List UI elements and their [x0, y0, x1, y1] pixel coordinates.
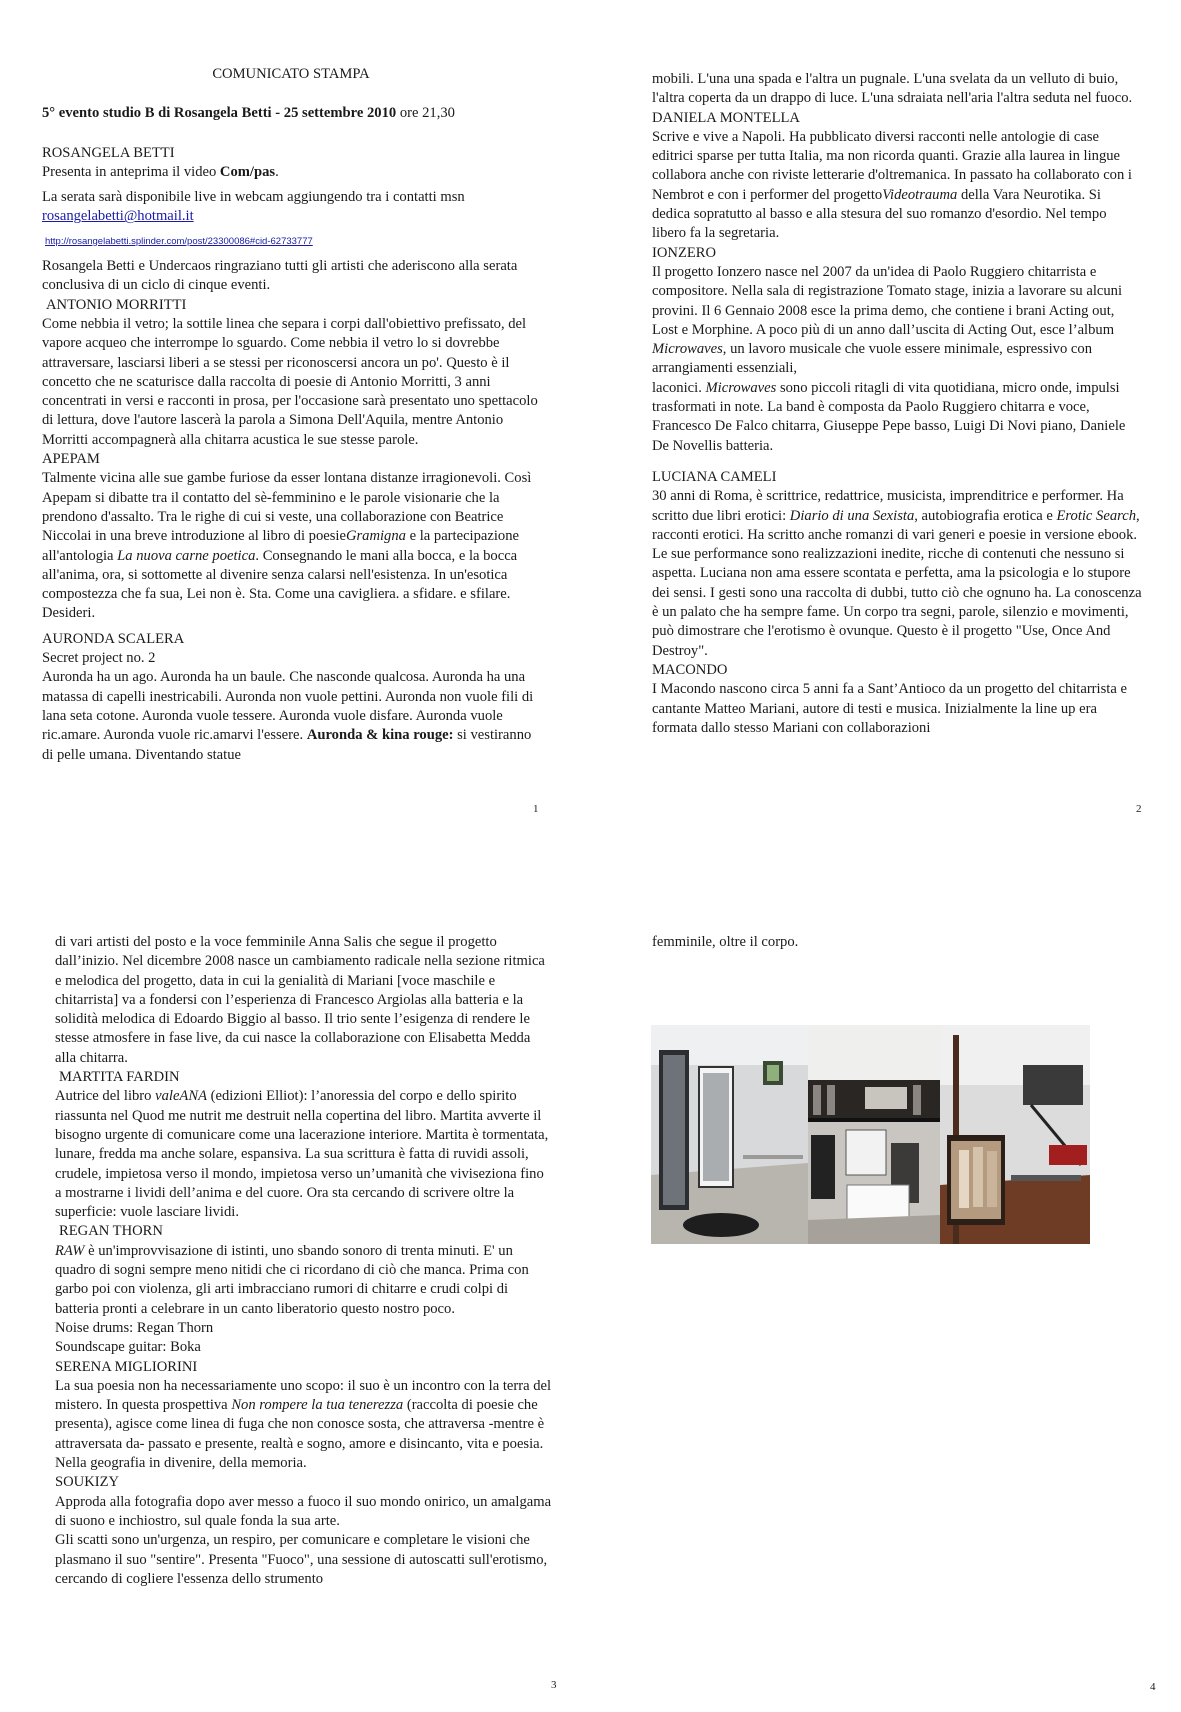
- ionzero-heading: IONZERO: [652, 244, 717, 261]
- macondo-heading: MACONDO: [652, 661, 728, 678]
- thorn-heading: REGAN THORN: [59, 1223, 163, 1240]
- thorn-text: RAW è un'improvvisazione di istinti, uno sbando sonoro di trenta minuti. E' un quadro di sogni sempre meno nitidi che ci ricordano di ciò che manca. Prima con garbo poi con violenza, gli arti imbracciano rumori di chitarre e crudi colpi di batteria pronti a celebrare in un canto liberatorio questo nostro poco.: [55, 1242, 529, 1317]
- morritti-heading: ANTONIO MORRITTI: [46, 296, 187, 313]
- apepam-text: Talmente vicina alle sue gambe furiose da esser lontana distanze irragionevoli. Così Apepam si dibatte tra il contatto del sè-femminino e le parole visionarie che la prendono d'assalto. Tra le righe di cui si veste, una collaborazione con Beatrice Niccolai in una breve introduzione al libro di poesieGramigna e la partecipazione all'antologia La nuova carne poetica. Consegnando le mani alla bocca, e la bocca all'anima, ora, si sottomette al divenire senza calarsi nell'esistenza. In un'esotica compostezza che fa sua, Lei non è. Sta. Come una cavigliera. a sfidare. e sfilare. Desideri.: [42, 470, 532, 622]
- photo-panel-right: [940, 1025, 1090, 1244]
- photo-panel-left: [651, 1025, 808, 1244]
- auronda-heading: AURONDA SCALERA: [42, 630, 185, 647]
- ionzero-text: Il progetto Ionzero nasce nel 2007 da un'idea di Paolo Ruggiero chitarrista e compositore. Nella sala di registrazione Tomato stage, inizia a lavorare su alcuni provini. Il 6 Gennaio 2008 esce la prima demo, che contiene i brani Acting out, Lost e Morphine. A poco più di un anno dall’uscita di Acting Out, esce l’album Microwaves, un lavoro musicale che vuole essere minimale, espressivo con arrangiamenti essenziali,: [652, 263, 1122, 377]
- page-1-column: [42, 65, 540, 765]
- page-number-2: 2: [1136, 803, 1142, 815]
- soukizy-continuation: femminile, oltre il corpo.: [652, 934, 799, 950]
- thorn-credit-drums: Noise drums: Regan Thorn: [55, 1319, 214, 1336]
- cameli-text: 30 anni di Roma, è scrittrice, redattrice, musicista, imprenditrice e performer. Ha scritto due libri erotici: Diario di una Sexista, autobiografia erotica e Erotic Search, racconti erotici. Ha scritto anche romanzi di vari generi e poesie in versione ebook. Le sue performance sono realizzazioni inedite, ricche di contenuti che nessuno si aspetta. Luciana non ama essere scontata e perfetta, ama la psicologia e lo stupore dei sensi. I gesti sono una raccolta di dubbi, tutto ciò che ognuno ha. La conoscenza è un palato che ha sempre fame. Un corpo tra segni, parole, silenzio e movimenti, può dimostrare che l'erotismo è ovunque. Questo è il progetto "Use, Once And Destroy".: [652, 488, 1142, 659]
- event-line: 5° evento studio B di Rosangela Betti - 25 settembre 2010 ore 21,30: [42, 105, 455, 122]
- macondo-text: I Macondo nascono circa 5 anni fa a Sant’Antioco da un progetto del chitarrista e cantante Matteo Mariani, autore di testi e musica. Inizialmente la line up era formata dallo stesso Mariani con collaborazioni: [652, 681, 1127, 736]
- thorn-credit-guitar: Soundscape guitar: Boka: [55, 1339, 201, 1356]
- page-4-column: [652, 933, 1142, 952]
- ionzero-text-2: laconici. Microwaves sono piccoli ritagli di vita quotidiana, micro onde, impulsi trasformati in note. La band è composta da Paolo Ruggiero chitarra e voce, Francesco De Falco chitarra, Giuseppe Pepe basso, Luigi Di Novi piano, Daniele De Novellis batteria.: [652, 379, 1126, 454]
- soukizy-heading: SOUKIZY: [55, 1474, 120, 1491]
- betti-heading: ROSANGELA BETTI: [42, 144, 175, 161]
- email-link[interactable]: rosangelabetti@hotmail.it: [42, 208, 194, 225]
- photo-panel-middle: [808, 1025, 940, 1244]
- morritti-text: Come nebbia il vetro; la sottile linea che separa i corpi dall'obiettivo prefissato, del vapore acqueo che interrompe lo sguardo. Come nebbia il vetro lo si dovrebbe attraversare, lasciarsi liberi a se stessi per riconoscersi ancora un po'. Questo è il concetto che ne scaturisce dalla raccolta di poesie di Antonio Morritti, 3 anni concentrati in versi e racconti in prosa, per l'occasione sarà presentato uno spettacolo di lettura, dove l'autore lascerà la parola a Simona Dell'Aquila, mentre Antonio Morritti accompagnerà alla chitarra acustica le sue stesse parole.: [42, 315, 538, 448]
- blog-url-link[interactable]: http://rosangelabetti.splinder.com/post/23300086#cid-62733777: [45, 235, 313, 247]
- montella-heading: DANIELA MONTELLA: [652, 109, 800, 126]
- montella-text: Scrive e vive a Napoli. Ha pubblicato diversi racconti nelle antologie di case editrici sparse per tutta Italia, ma non ricorda quanti. Grazie alla laurea in lingue collabora anche con riviste letterarie d'oltremanica. In passato ha collaborato con i Nembrot e con i performer del progettoVideotrauma della Vara Neurotika. Si dedica sopratutto al basso e alla stesura del suo romanzo d'esordio. Nel tempo libero fa la segretaria.: [652, 128, 1132, 242]
- apepam-heading: APEPAM: [42, 451, 100, 468]
- page-number-1: 1: [533, 803, 539, 815]
- fardin-text: Autrice del libro valeANA (edizioni Elliot): l’anoressia del corpo e dello spirito riassunta nel Quod me nutrit me destruit nella copertina del libro. Martita avverte il bisogno urgente di comunicare come una lacerazione interiore. Martita è tormentata, lunare, fredda ma anche solare, espansiva. La sua scrittura è fatta di ruvidi assoli, crudele, impietosa verso il mondo, impietosa verso un’umanità che viviseziona fino a mostrarne i lividi dell’anima e del cuore. Ora sta cercando di scrivere oltre la superficie: vuole lasciare lividi.: [55, 1088, 549, 1221]
- betti-presenta: Presenta in anteprima il video Com/pas.: [42, 163, 279, 180]
- auronda-text: Auronda ha un ago. Auronda ha un baule. Che nasconde qualcosa. Auronda ha una matassa di capelli inestricabili. Auronda non vuole pettini. Auronda non vuole fili di lana seta cotone. Auronda vuole tessere. Auronda vuole disfare. Auronda vuole ric.amare. Auronda vuole ric.amarvi l'essere. Auronda & kina rouge: si vestiranno di pelle umana. Diventando statue: [42, 669, 534, 763]
- webcam-text: La serata sarà disponibile live in webcam aggiungendo tra i contatti msn: [42, 189, 465, 206]
- soukizy-text-2: Gli scatti sono un'urgenza, un respiro, per comunicare e completare le visioni che plasmano il suo "sentire". Presenta "Fuoco", una sessione di autoscatti sull'erotismo, cercando di cogliere l'essenza dello strumento: [55, 1532, 548, 1587]
- cameli-heading: LUCIANA CAMELI: [652, 468, 777, 485]
- auronda-continuation: mobili. L'una una spada e l'altra un pugnale. L'una svelata da un velluto di buio, l'altra coperta da un drappo di luce. L'una sdraiata nell'aria l'altra seduta nel fuoco.: [652, 71, 1133, 107]
- page-number-3: 3: [551, 1679, 557, 1691]
- page-3-column: [55, 933, 553, 1589]
- page-2-column: [652, 70, 1142, 738]
- thanks-text: Rosangela Betti e Undercaos ringraziano tutti gli artisti che aderiscono alla serata conclusiva di un ciclo di cinque eventi.: [42, 258, 518, 294]
- page-number-4: 4: [1150, 1681, 1156, 1693]
- auronda-subtitle: Secret project no. 2: [42, 650, 156, 667]
- soukizy-text-1: Approda alla fotografia dopo aver messo a fuoco il suo mondo onirico, un amalgama di suono e inchiostro, sul quale fonda la sua arte.: [55, 1493, 552, 1529]
- studio-photo-collage: [651, 1025, 1090, 1244]
- fardin-heading: MARTITA FARDIN: [59, 1069, 180, 1086]
- macondo-continuation: di vari artisti del posto e la voce femminile Anna Salis che segue il progetto dall’inizio. Nel dicembre 2008 nasce un cambiamento radicale nella sezione ritmica e melodica del progetto, data in cui la genialità di Mariani [voce maschile e chitarrista] va a fondersi con l’esperienza di Francesco Argiolas alla batteria e la solidità melodica di Edoardo Biggio al basso. Il trio sente l’esigenza di rendere le stesse atmosfere in fase live, da cui nasce la collaborazione con Elisabetta Medda alla chitarra.: [55, 934, 545, 1066]
- migliorini-text: La sua poesia non ha necessariamente uno scopo: il suo è un incontro con la terra del mistero. In questa prospettiva Non rompere la tua tenerezza (raccolta di poesie che presenta), agisce come linea di fuga che non conosce sosta, che attraversa -mentre è attraversata da- passato e presente, realtà e sogno, amore e disincanto, vita e poesia. Nella geografia in divenire, della memoria.: [55, 1377, 552, 1472]
- page-title: COMUNICATO STAMPA: [212, 66, 370, 82]
- migliorini-heading: SERENA MIGLIORINI: [55, 1358, 198, 1375]
